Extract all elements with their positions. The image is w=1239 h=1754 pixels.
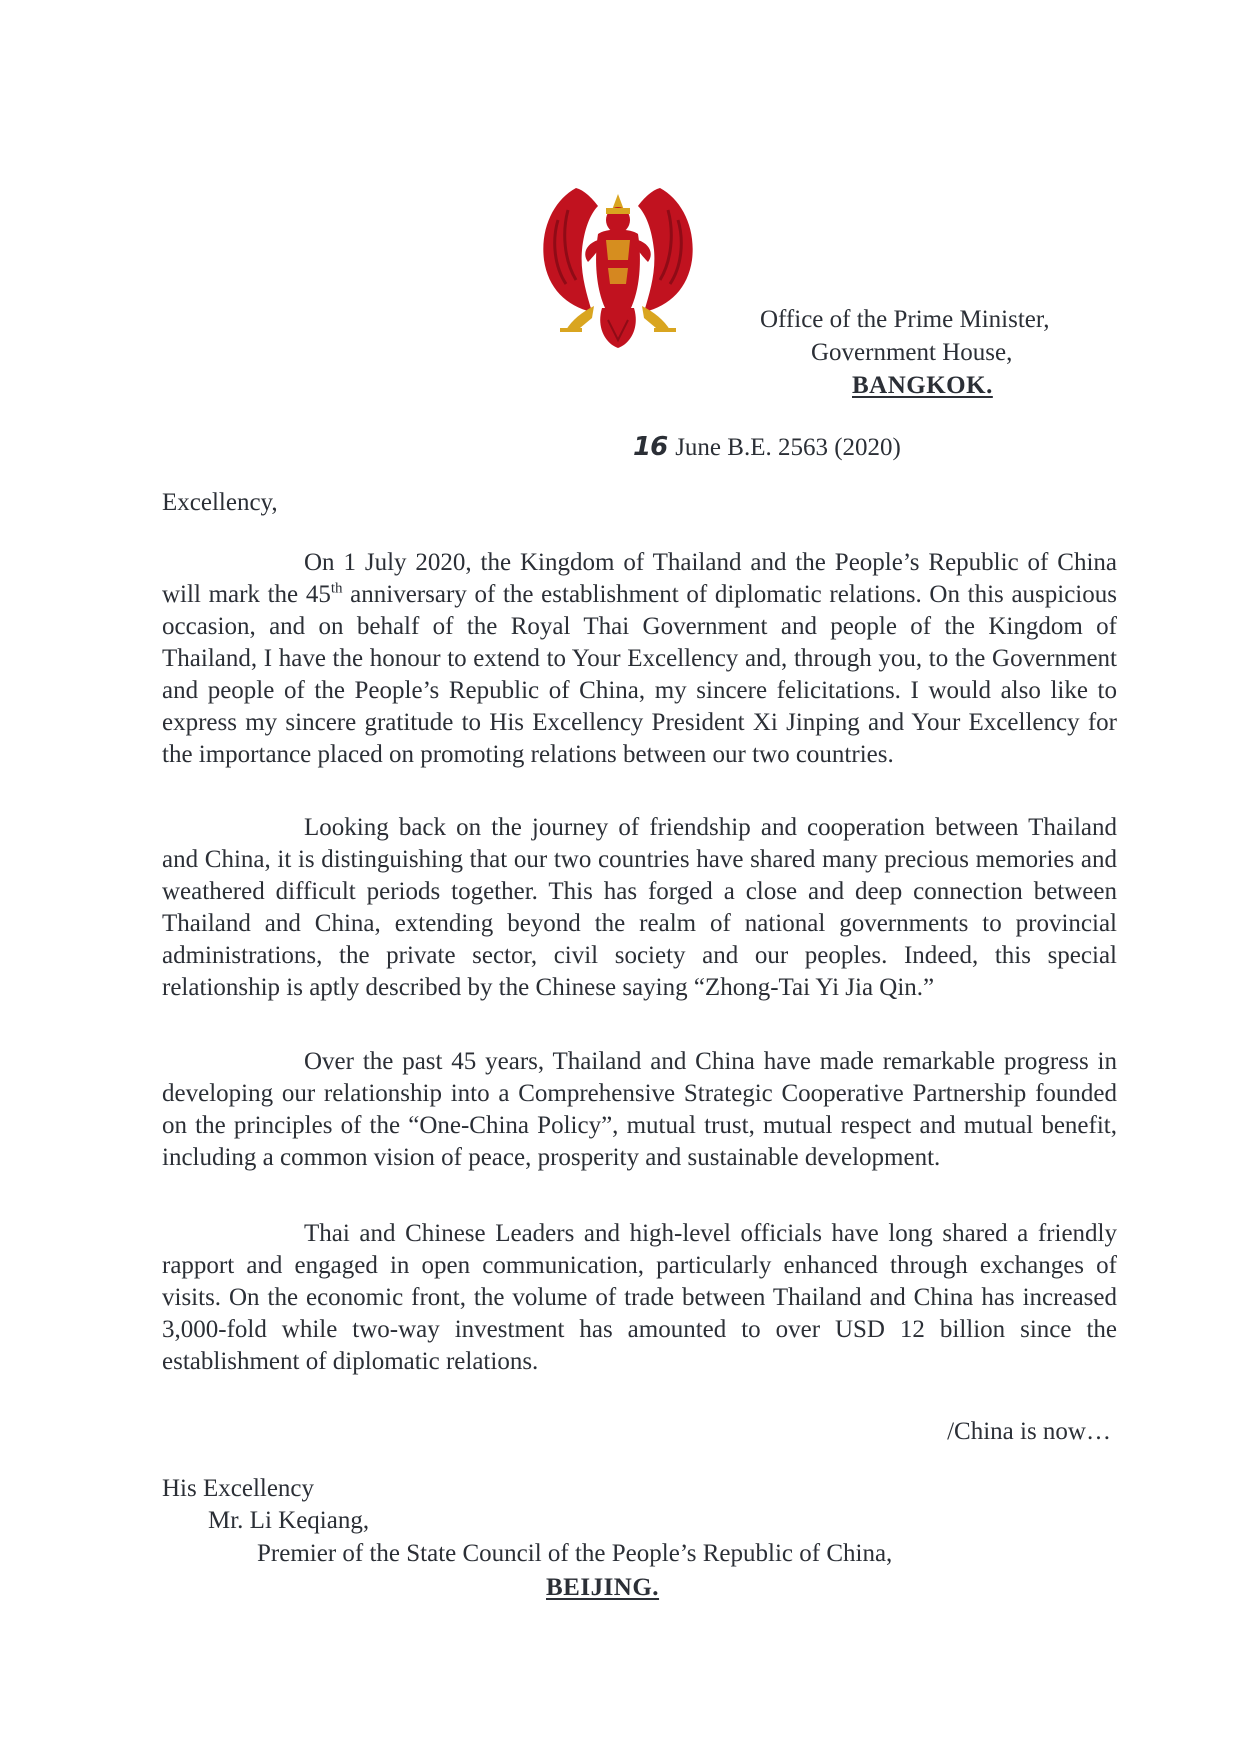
paragraph-3	[162, 1046, 1117, 1174]
sender-city: BANGKOK.	[852, 372, 993, 399]
garuda-emblem-icon	[536, 180, 700, 352]
date-text: June B.E. 2563 (2020)	[675, 434, 901, 461]
paragraph-1-part-b: anniversary of the establishment of diplomatic relations. On this auspicious occasion, and on behalf of the Royal Thai Government and people of the Kingdom of Thailand, I have the honour to extend to Your Excellency and, through you, to the Government and people of the People’s Republic of China, my sincere felicitations. I would also like to express my sincere gratitude to His Excellency President Xi Jinping and Your Excellency for the importance placed on promoting relations between our two countries.	[162, 581, 1117, 768]
sender-office: Office of the Prime Minister,	[760, 306, 1050, 333]
continuation-note: /China is now…	[947, 1418, 1111, 1445]
recipient-honorific: His Excellency	[162, 1475, 315, 1502]
recipient-city: BEIJING.	[546, 1574, 660, 1601]
paragraph-4-text: Thai and Chinese Leaders and high-level officials have long shared a friendly rapport and engaged in open communication, particularly enhanced through exchanges of visits. On the economic front, the volume of trade between Thailand and China has increased 3,000-fold while two-way investment has amounted to over USD 12 billion since the establishment of diplomatic relations.	[162, 1220, 1117, 1375]
paragraph-1-part-a: On 1 July 2020, the Kingdom of Thailand and the People’s Republic of China will mark the 45	[162, 549, 1117, 608]
recipient-title: Premier of the State Council of the People’s Republic of China,	[257, 1540, 893, 1567]
paragraph-2-text: Looking back on the journey of friendship and cooperation between Thailand and China, it is distinguishing that our two countries have shared many precious memories and weathered difficult periods together. This has forged a close and deep connection between Thailand and China, extending beyond the realm of national governments to provincial administrations, the private sector, civil society and our peoples. Indeed, this special relationship is aptly described by the Chinese saying “Zhong-Tai Yi Jia Qin.”	[162, 814, 1117, 1001]
paragraph-1	[162, 547, 1117, 771]
recipient-name: Mr. Li Keqiang,	[208, 1507, 370, 1534]
paragraph-3-text: Over the past 45 years, Thailand and China have made remarkable progress in developing our relationship into a Comprehensive Strategic Cooperative Partnership founded on the principles of the “One-China Policy”, mutual trust, mutual respect and mutual benefit, including a common vision of peace, prosperity and sustainable development.	[162, 1048, 1117, 1171]
handwritten-day: 16	[633, 432, 668, 462]
sender-house: Government House,	[811, 339, 1013, 366]
letter-date	[633, 431, 901, 464]
paragraph-2	[162, 812, 1117, 1004]
ordinal-suffix: th	[330, 580, 343, 597]
salutation: Excellency,	[162, 489, 278, 516]
paragraph-4	[162, 1218, 1117, 1378]
